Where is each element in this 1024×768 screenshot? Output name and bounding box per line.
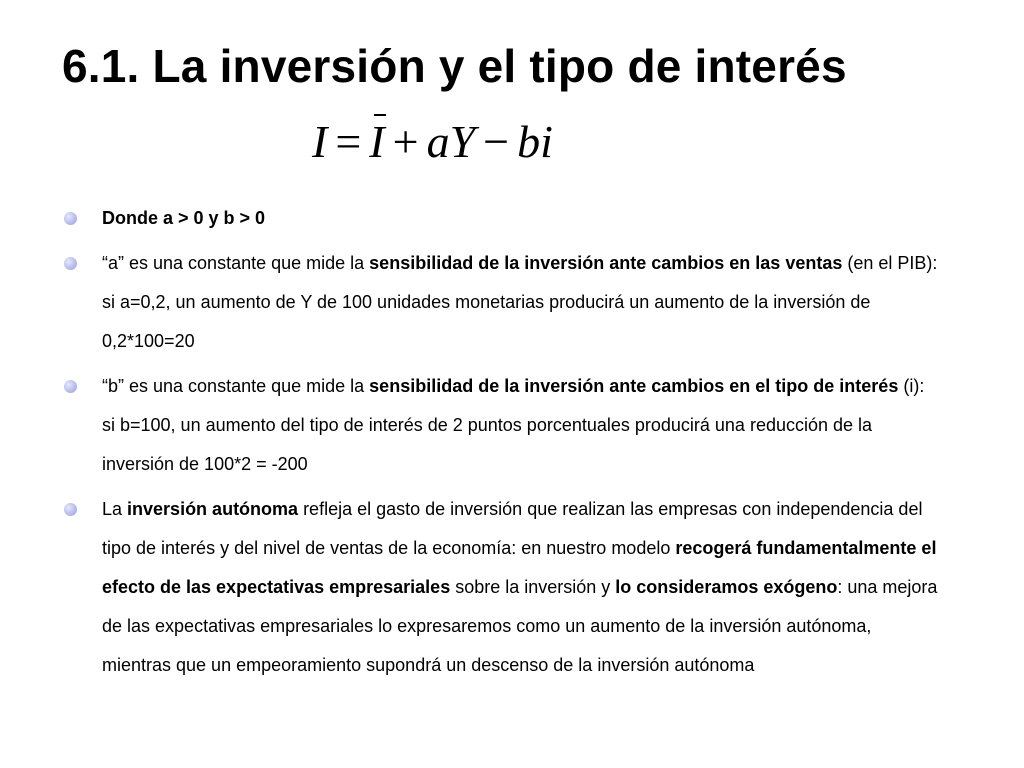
bullet-text-segment: (en el PIB): si a=0,2, un aumento de Y de 100 unidades monetarias producirá un aumento de la inversión de 0,2*100=20 [102, 253, 938, 351]
bullet-text-segment: “a” es una constante que mide la [102, 253, 370, 273]
bullet-text-segment: Donde a > 0 y b > 0 [102, 208, 266, 228]
bullet-item-constant-a [62, 244, 942, 361]
formula-lhs: I [312, 116, 328, 167]
bullet-text-segment: : una mejora de las expectativas empresariales lo expresaremos como un aumento de la inversión autónoma, mientras que un empeoramiento supondrá un descenso de la inversión autónoma [102, 577, 938, 675]
bullet-text-segment: (i): si b=100, un aumento del tipo de interés de 2 puntos porcentuales producirá una reducción de la inversión de 100*2 = -200 [102, 376, 925, 474]
bullet-item-conditions [62, 199, 942, 238]
bullet-dot-icon [64, 257, 77, 270]
investment-formula [312, 112, 553, 172]
formula-minus: − [483, 116, 510, 167]
bullet-dot-icon [64, 380, 77, 393]
formula-equals: = [335, 116, 362, 167]
bullet-text-segment-bold: lo consideramos exógeno [615, 577, 838, 597]
bullet-text-segment-bold: recogerá fundamentalmente el efecto de las expectativas empresariales [102, 538, 937, 597]
formula-plus: + [392, 116, 419, 167]
formula-interest-term: bi [517, 116, 553, 167]
bullet-text-segment: La [102, 499, 128, 519]
bullet-text-segment-bold: sensibilidad de la inversión ante cambios en el tipo de interés [369, 376, 899, 396]
bullet-text-segment-bold: sensibilidad de la inversión ante cambios en las ventas [369, 253, 843, 273]
bullet-dot-icon [64, 212, 77, 225]
formula-autonomous-investment: I [369, 112, 384, 172]
bullet-dot-icon [64, 503, 77, 516]
bullet-item-autonomous-investment [62, 490, 942, 685]
formula-output-term: aY [426, 116, 476, 167]
bullet-item-constant-b [62, 367, 942, 484]
bullet-text-segment: “b” es una constante que mide la [102, 376, 370, 396]
slide-title: 6.1. La inversión y el tipo de interés [62, 40, 847, 92]
bullet-text-segment: sobre la inversión y [450, 577, 616, 597]
bullet-list [62, 199, 942, 691]
bullet-text-segment-bold: inversión autónoma [127, 499, 299, 519]
bullet-text-segment: refleja el gasto de inversión que realizan las empresas con independencia del tipo de interés y del nivel de ventas de la economía: en nuestro modelo [102, 499, 923, 558]
